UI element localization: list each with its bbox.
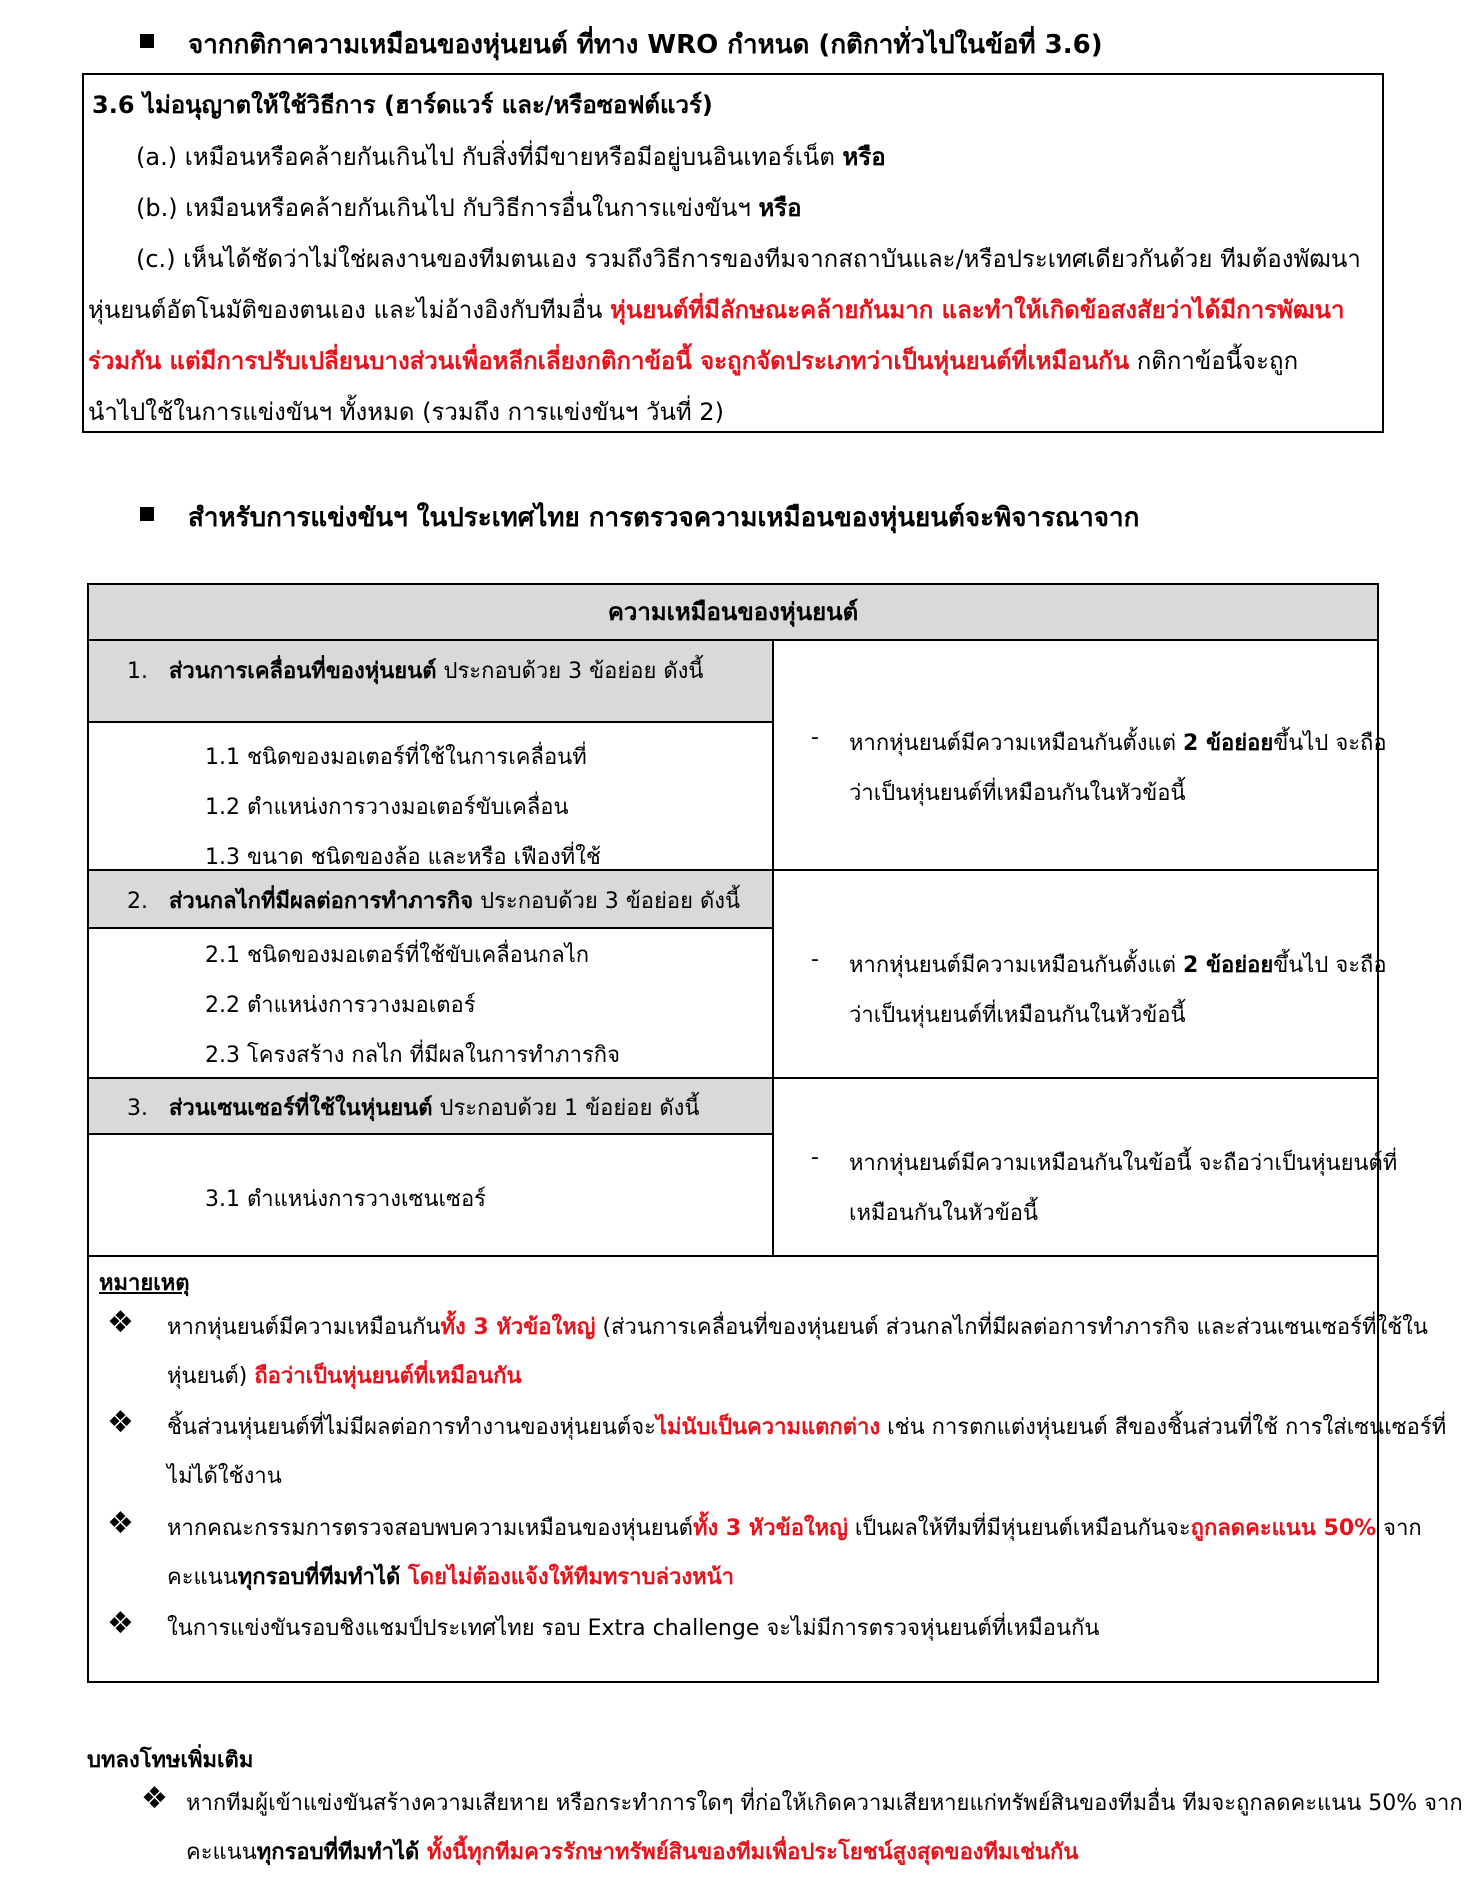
rule-c2-red: หุ่นยนต์ที่มีลักษณะคล้ายกันมาก และทำให้เกิดข้อสงสัยว่าได้มีการพัฒนา	[610, 296, 1345, 324]
note-highlight: ถือว่าเป็นหุ่นยนต์ที่เหมือนกัน	[254, 1364, 522, 1389]
section-title-bold: ส่วนกลไกที่มีผลต่อการทำภารกิจ	[168, 889, 474, 914]
note-text: เป็นผลให้ทีมที่มีหุ่นยนต์เหมือนกันจะ	[847, 1516, 1191, 1541]
note-text: จาก	[1376, 1516, 1422, 1541]
note-2-line2: ไม่ได้ใช้งาน	[167, 1464, 282, 1489]
section-number: 2.	[127, 889, 148, 914]
section-3-criteria: หากหุ่นยนต์มีความเหมือนกันในข้อนี้ จะถือว่าเป็นหุ่นยนต์ที่	[849, 1151, 1398, 1176]
extra-penalty-line2	[186, 1834, 1078, 1869]
divider	[89, 721, 772, 723]
note-2-line1	[167, 1409, 1446, 1444]
section-2-item: 2.2 ตำแหน่งการวางมอเตอร์	[205, 993, 476, 1018]
section-1-criteria-line2: ว่าเป็นหุ่นยนต์ที่เหมือนกันในหัวข้อนี้	[849, 781, 1186, 806]
note-text: หากคณะกรรมการตรวจสอบพบความเหมือนของหุ่นยนต์	[167, 1516, 693, 1541]
section-2-title	[127, 883, 740, 918]
diamond-bullet-icon: ❖	[141, 1781, 168, 1816]
table-header: ความเหมือนของหุ่นยนต์	[89, 585, 1377, 641]
diamond-bullet-icon: ❖	[107, 1305, 134, 1340]
note-3-line1	[167, 1510, 1422, 1545]
extra-penalty-line1: หากทีมผู้เข้าแข่งขันสร้างความเสียหาย หรือกระทำการใดๆ ที่ก่อให้เกิดความเสียหายแก่ทรัพย์สินของทีมอื่น ทีมจะถูกลดคะแนน 50% จาก	[186, 1791, 1463, 1816]
section-2-item: 2.3 โครงสร้าง กลไก ที่มีผลในการทำภารกิจ	[205, 1043, 620, 1068]
rule-item-c-line3	[88, 341, 1298, 380]
extra-highlight: ทั้งนี้ทุกทีมควรรักษาทรัพย์สินของทีมเพื่อประโยชน์สูงสุดของทีมเช่นกัน	[419, 1840, 1079, 1865]
section-2-criteria-line2: ว่าเป็นหุ่นยนต์ที่เหมือนกันในหัวข้อนี้	[849, 1003, 1186, 1028]
rule-c3-red: ร่วมกัน แต่มีการปรับเปลี่ยนบางส่วนเพื่อหลีกเลี่ยงกติกาข้อนี้ จะถูกจัดประเภทว่าเป็นหุ่นยนต์ที่เหมือนกัน	[88, 347, 1130, 375]
section-3-title	[127, 1090, 699, 1125]
note-highlight: โดยไม่ต้องแจ้งให้ทีมทราบล่วงหน้า	[400, 1565, 734, 1590]
diamond-bullet-icon: ❖	[107, 1506, 134, 1541]
note-highlight: ทั้ง 3 หัวข้อใหญ่	[692, 1516, 848, 1541]
section-1-item: 1.3 ขนาด ชนิดของล้อ และหรือ เฟืองที่ใช้	[205, 845, 601, 870]
rule-3-6-box	[82, 73, 1384, 433]
extra-text: คะแนน	[186, 1840, 257, 1865]
section-title-rest: ประกอบด้วย 1 ข้อย่อย ดังนี้	[432, 1096, 700, 1121]
criteria-text: ขึ้นไป จะถือ	[1273, 953, 1387, 978]
note-bold: ทุกรอบที่ทีมทำได้	[237, 1565, 401, 1590]
section-3-criteria-line2: เหมือนกันในหัวข้อนี้	[849, 1201, 1039, 1226]
rule-item-b	[136, 188, 802, 227]
extra-penalty-title: บทลงโทษเพิ่มเติม	[87, 1748, 254, 1773]
section-title-rest: ประกอบด้วย 3 ข้อย่อย ดังนี้	[436, 659, 704, 684]
section-1-item: 1.2 ตำแหน่งการวางมอเตอร์ขับเคลื่อน	[205, 795, 569, 820]
notes-title: หมายเหตุ	[99, 1271, 190, 1296]
note-text: เช่น การตกแต่งหุ่นยนต์ สีของชิ้นส่วนที่ใช้ การใส่เซนเซอร์ที่	[880, 1415, 1447, 1440]
section-2-item: 2.1 ชนิดของมอเตอร์ที่ใช้ขับเคลื่อนกลไก	[205, 943, 590, 968]
square-bullet-icon	[140, 507, 154, 521]
heading-text: จากกติกาความเหมือนของหุ่นยนต์ ที่ทาง WRO กำหนด (กติกาทั่วไปในข้อที่ 3.6)	[188, 30, 1103, 60]
heading-thailand-check	[140, 497, 1139, 538]
section-title-rest: ประกอบด้วย 3 ข้อย่อย ดังนี้	[473, 889, 741, 914]
note-4-line1: ในการแข่งขันรอบชิงแชมป์ประเทศไทย รอบ Extra challenge จะไม่มีการตรวจหุ่นยนต์ที่เหมือนกัน	[167, 1616, 1100, 1641]
rule-b-or: หรือ	[758, 194, 802, 222]
dash-marker: -	[811, 725, 819, 750]
divider	[89, 1255, 1377, 1257]
note-text: คะแนน	[167, 1565, 238, 1590]
square-bullet-icon	[140, 34, 154, 48]
note-1-line1	[167, 1309, 1428, 1344]
section-1-item: 1.1 ชนิดของมอเตอร์ที่ใช้ในการเคลื่อนที่	[205, 745, 587, 770]
divider	[89, 1133, 772, 1135]
criteria-bold: 2 ข้อย่อย	[1183, 731, 1274, 756]
rule-item-c-line2	[88, 290, 1344, 329]
rule-c3-plain: กติกาข้อนี้จะถูก	[1129, 347, 1299, 375]
section-number: 3.	[127, 1096, 148, 1121]
criteria-text: หากหุ่นยนต์มีความเหมือนกันตั้งแต่	[849, 731, 1183, 756]
criteria-bold: 2 ข้อย่อย	[1183, 953, 1274, 978]
rule-b-text: (b.) เหมือนหรือคล้ายกันเกินไป กับวิธีการอื่นในการแข่งขันฯ	[136, 194, 759, 222]
rule-title: 3.6 ไม่อนุญาตให้ใช้วิธีการ (ฮาร์ดแวร์ และ/หรือซอฟต์แวร์)	[92, 91, 713, 119]
dash-marker: -	[811, 947, 819, 972]
rule-item-a	[136, 137, 886, 176]
similarity-table	[87, 583, 1447, 1683]
section-1-criteria	[849, 725, 1387, 760]
note-text: หากหุ่นยนต์มีความเหมือนกัน	[167, 1315, 441, 1340]
column-divider	[772, 639, 774, 1255]
rule-a-text: (a.) เหมือนหรือคล้ายกันเกินไป กับสิ่งที่มีขายหรือมีอยู่บนอินเทอร์เน็ต	[136, 143, 843, 171]
criteria-text: ขึ้นไป จะถือ	[1273, 731, 1387, 756]
criteria-text: หากหุ่นยนต์มีความเหมือนกันตั้งแต่	[849, 953, 1183, 978]
section-title-bold: ส่วนการเคลื่อนที่ของหุ่นยนต์	[168, 659, 437, 684]
heading-text: สำหรับการแข่งขันฯ ในประเทศไทย การตรวจความเหมือนของหุ่นยนต์จะพิจารณาจาก	[188, 503, 1140, 533]
note-3-line2	[167, 1559, 734, 1594]
divider	[89, 1077, 1377, 1079]
note-highlight: ถูกลดคะแนน 50%	[1190, 1516, 1377, 1541]
note-highlight: ทั้ง 3 หัวข้อใหญ่	[440, 1315, 596, 1340]
note-highlight: ไม่นับเป็นความแตกต่าง	[655, 1415, 881, 1440]
heading-wro-rule	[140, 24, 1103, 65]
extra-bold: ทุกรอบที่ทีมทำได้	[256, 1840, 420, 1865]
diamond-bullet-icon: ❖	[107, 1606, 134, 1641]
note-text: (ส่วนการเคลื่อนที่ของหุ่นยนต์ ส่วนกลไกที่มีผลต่อการทำภารกิจ และส่วนเซนเซอร์ที่ใช้ใน	[595, 1315, 1428, 1340]
divider	[89, 927, 772, 929]
note-text: หุ่นยนต์)	[167, 1364, 255, 1389]
note-1-line2	[167, 1358, 522, 1393]
section-1-title	[127, 653, 703, 688]
rule-c2-plain: หุ่นยนต์อัตโนมัติของตนเอง และไม่อ้างอิงกับทีมอื่น	[88, 296, 611, 324]
rule-item-c-line1: (c.) เห็นได้ชัดว่าไม่ใช่ผลงานของทีมตนเอง รวมถึงวิธีการของทีมจากสถาบันและ/หรือประเทศเดียวกันด้วย ทีมต้องพัฒนา	[136, 245, 1361, 273]
rule-item-c-line4: นำไปใช้ในการแข่งขันฯ ทั้งหมด (รวมถึง การแข่งขันฯ วันที่ 2)	[88, 398, 724, 426]
section-2-criteria	[849, 947, 1387, 982]
dash-marker: -	[811, 1145, 819, 1170]
section-3-item: 3.1 ตำแหน่งการวางเซนเซอร์	[205, 1187, 486, 1212]
section-title-bold: ส่วนเซนเซอร์ที่ใช้ในหุ่นยนต์	[168, 1096, 433, 1121]
diamond-bullet-icon: ❖	[107, 1405, 134, 1440]
rule-a-or: หรือ	[842, 143, 886, 171]
section-number: 1.	[127, 659, 148, 684]
note-text: ชิ้นส่วนหุ่นยนต์ที่ไม่มีผลต่อการทำงานของหุ่นยนต์จะ	[167, 1415, 656, 1440]
